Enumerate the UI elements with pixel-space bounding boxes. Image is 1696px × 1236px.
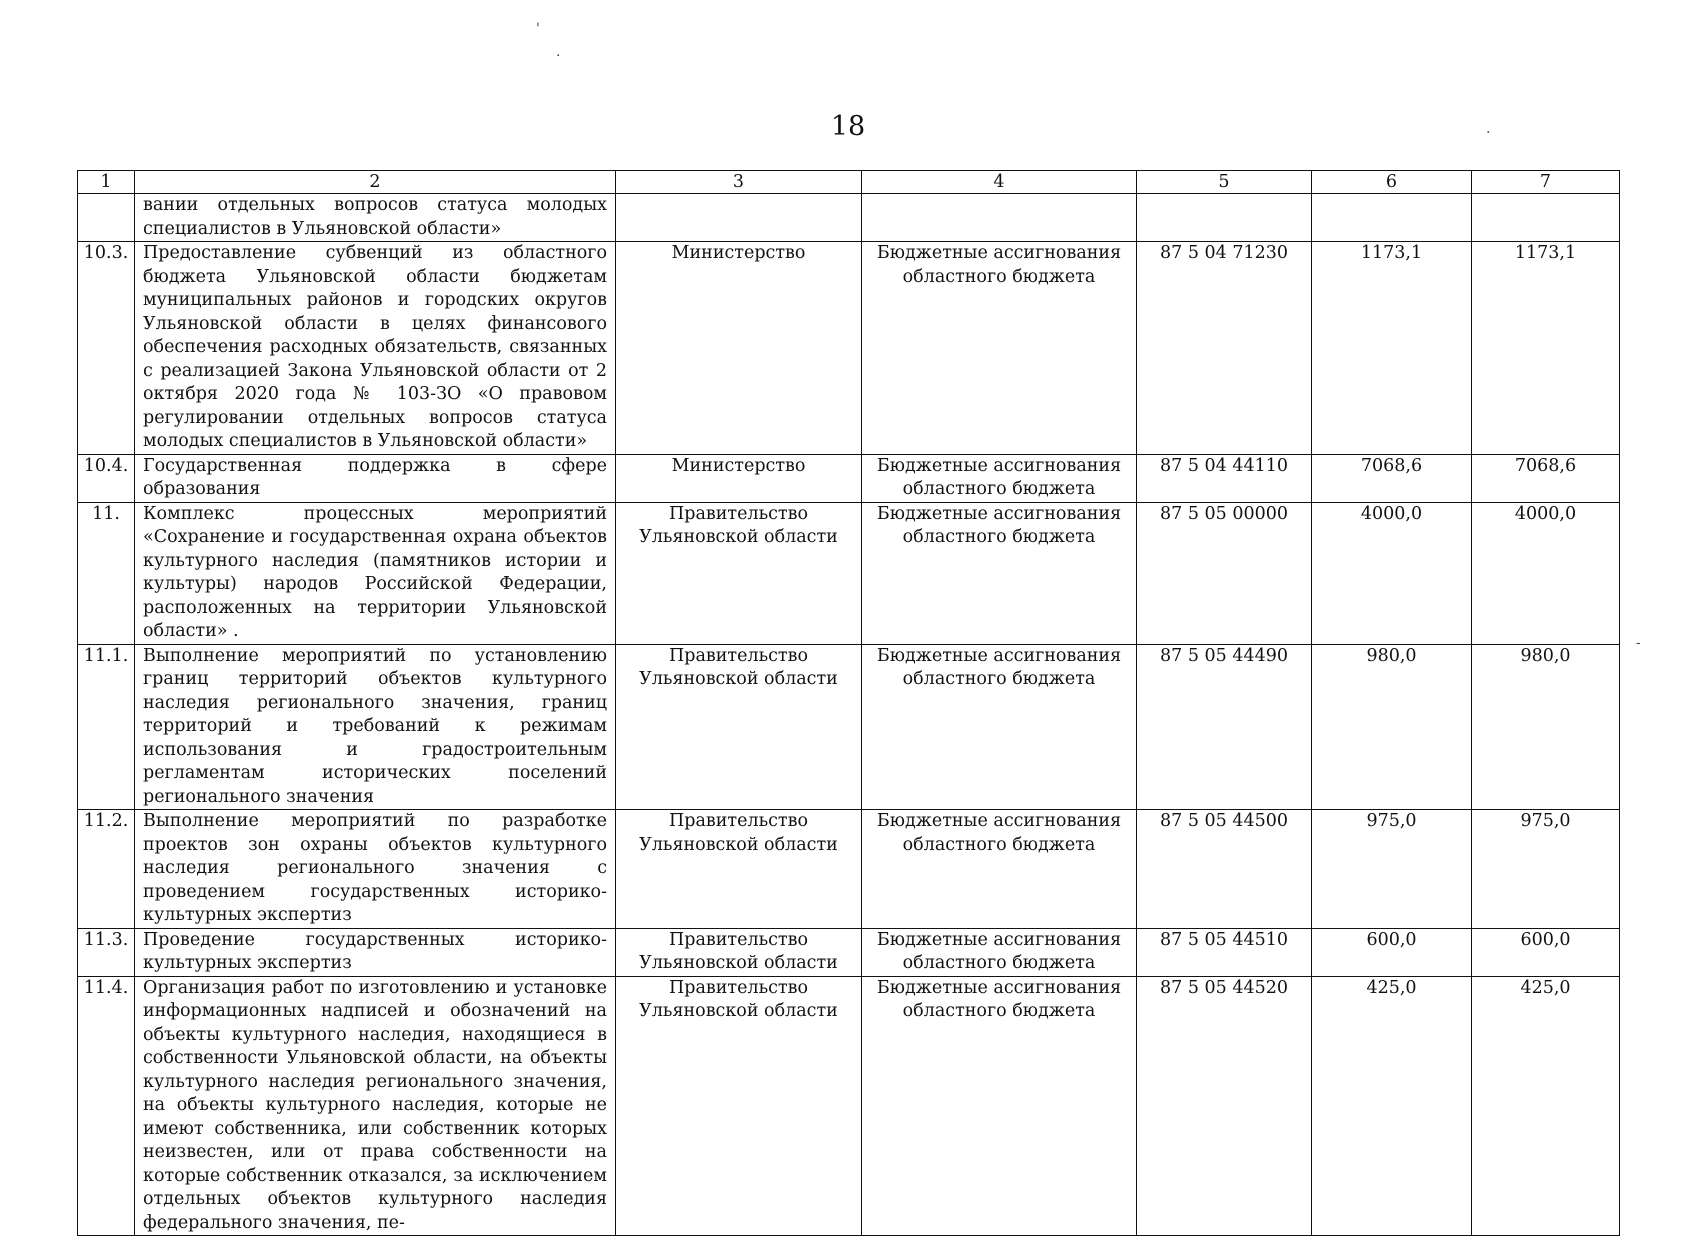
executor: Правительство Ульяновской области bbox=[616, 502, 862, 644]
column-number-1: 1 bbox=[78, 171, 135, 194]
funding-source: Бюджетные ассигнования областного бюджета bbox=[862, 928, 1137, 976]
measure-name: Предоставление субвенций из областного бюджета Ульяновской области бюджетам муниципальных районов и городских округов Ульяновской области в целях финансового обеспечения расходных обязательств, связанных с реализацией Закона Ульяновской области от 2 октября 2020 года № 103-ЗО «О правовом регулировании отдельных вопросов статуса молодых специалистов в Ульяновской области» bbox=[135, 242, 616, 455]
amount-col6: 975,0 bbox=[1312, 810, 1472, 929]
executor: Правительство Ульяновской области bbox=[616, 810, 862, 929]
column-number-6: 6 bbox=[1312, 171, 1472, 194]
budget-code: 87 5 05 44510 bbox=[1137, 928, 1312, 976]
page-number: 18 bbox=[830, 111, 866, 142]
measure-name: Выполнение мероприятий по установлению границ территорий объектов культурного наследия регионального значения, границ территорий и требований к режимам использования и градостроительным регламентам исторических поселений регионального значения bbox=[135, 644, 616, 810]
budget-code: 87 5 05 44520 bbox=[1137, 976, 1312, 1236]
measure-name: Организация работ по изготовлению и установке информационных надписей и обозначений на объекты культурного наследия, находящиеся в собственности Ульяновской области, на объекты культурного наследия регионального значения, на объекты культурного наследия, которые не имеют собственника, или собственник которых неизвестен, или от права собственности на которые собственник отказался, за исключением отдельных объектов культурного наследия федерального значения, пе- bbox=[135, 976, 616, 1236]
amount-col7: 600,0 bbox=[1472, 928, 1620, 976]
executor: Правительство Ульяновской области bbox=[616, 644, 862, 810]
row-number: 10.3. bbox=[78, 242, 135, 455]
funding-source: Бюджетные ассигнования областного бюджета bbox=[862, 454, 1137, 502]
column-number-row bbox=[78, 171, 1620, 194]
budget-code: 87 5 05 44490 bbox=[1137, 644, 1312, 810]
row-number: 11.1. bbox=[78, 644, 135, 810]
scan-speck: ' bbox=[536, 21, 540, 37]
budget-code: 87 5 05 00000 bbox=[1137, 502, 1312, 644]
column-number-4: 4 bbox=[862, 171, 1137, 194]
amount-col6 bbox=[1312, 194, 1472, 242]
amount-col7: 975,0 bbox=[1472, 810, 1620, 929]
funding-source: Бюджетные ассигнования областного бюджета bbox=[862, 976, 1137, 1236]
scan-speck: - bbox=[1636, 635, 1641, 651]
amount-col7: 4000,0 bbox=[1472, 502, 1620, 644]
column-number-2: 2 bbox=[135, 171, 616, 194]
amount-col6: 1173,1 bbox=[1312, 242, 1472, 455]
table-row bbox=[78, 810, 1620, 929]
row-number: 11.3. bbox=[78, 928, 135, 976]
amount-col7 bbox=[1472, 194, 1620, 242]
budget-table bbox=[77, 170, 1620, 1236]
amount-col7: 7068,6 bbox=[1472, 454, 1620, 502]
scan-speck: . bbox=[1486, 121, 1491, 137]
executor bbox=[616, 194, 862, 242]
measure-name: Проведение государственных историко-культурных экспертиз bbox=[135, 928, 616, 976]
row-number bbox=[78, 194, 135, 242]
scan-speck: . bbox=[556, 44, 561, 60]
funding-source: Бюджетные ассигнования областного бюджета bbox=[862, 644, 1137, 810]
measure-name: Комплекс процессных мероприятий «Сохранение и государственная охрана объектов культурного наследия (памятников истории и культуры) народов Российской Федерации, расположенных на территории Ульяновской области» . bbox=[135, 502, 616, 644]
funding-source: Бюджетные ассигнования областного бюджета bbox=[862, 810, 1137, 929]
amount-col6: 7068,6 bbox=[1312, 454, 1472, 502]
funding-source: Бюджетные ассигнования областного бюджета bbox=[862, 242, 1137, 455]
measure-name: вании отдельных вопросов статуса молодых специалистов в Ульяновской области» bbox=[135, 194, 616, 242]
budget-code: 87 5 04 44110 bbox=[1137, 454, 1312, 502]
table-row bbox=[78, 502, 1620, 644]
measure-name: Государственная поддержка в сфере образования bbox=[135, 454, 616, 502]
amount-col6: 4000,0 bbox=[1312, 502, 1472, 644]
table-row bbox=[78, 928, 1620, 976]
column-number-5: 5 bbox=[1137, 171, 1312, 194]
table-row bbox=[78, 644, 1620, 810]
amount-col6: 600,0 bbox=[1312, 928, 1472, 976]
amount-col7: 980,0 bbox=[1472, 644, 1620, 810]
row-number: 11. bbox=[78, 502, 135, 644]
column-number-3: 3 bbox=[616, 171, 862, 194]
executor: Правительство Ульяновской области bbox=[616, 976, 862, 1236]
table-row bbox=[78, 976, 1620, 1236]
row-number: 11.4. bbox=[78, 976, 135, 1236]
budget-code: 87 5 04 71230 bbox=[1137, 242, 1312, 455]
row-number: 10.4. bbox=[78, 454, 135, 502]
table-row bbox=[78, 194, 1620, 242]
amount-col6: 980,0 bbox=[1312, 644, 1472, 810]
amount-col7: 425,0 bbox=[1472, 976, 1620, 1236]
budget-code: 87 5 05 44500 bbox=[1137, 810, 1312, 929]
executor: Министерство bbox=[616, 242, 862, 455]
budget-code bbox=[1137, 194, 1312, 242]
executor: Правительство Ульяновской области bbox=[616, 928, 862, 976]
amount-col7: 1173,1 bbox=[1472, 242, 1620, 455]
amount-col6: 425,0 bbox=[1312, 976, 1472, 1236]
table-row bbox=[78, 454, 1620, 502]
measure-name: Выполнение мероприятий по разработке проектов зон охраны объектов культурного наследия регионального значения с проведением государственных историко-культурных экспертиз bbox=[135, 810, 616, 929]
executor: Министерство bbox=[616, 454, 862, 502]
funding-source bbox=[862, 194, 1137, 242]
table-row bbox=[78, 242, 1620, 455]
funding-source: Бюджетные ассигнования областного бюджета bbox=[862, 502, 1137, 644]
row-number: 11.2. bbox=[78, 810, 135, 929]
column-number-7: 7 bbox=[1472, 171, 1620, 194]
